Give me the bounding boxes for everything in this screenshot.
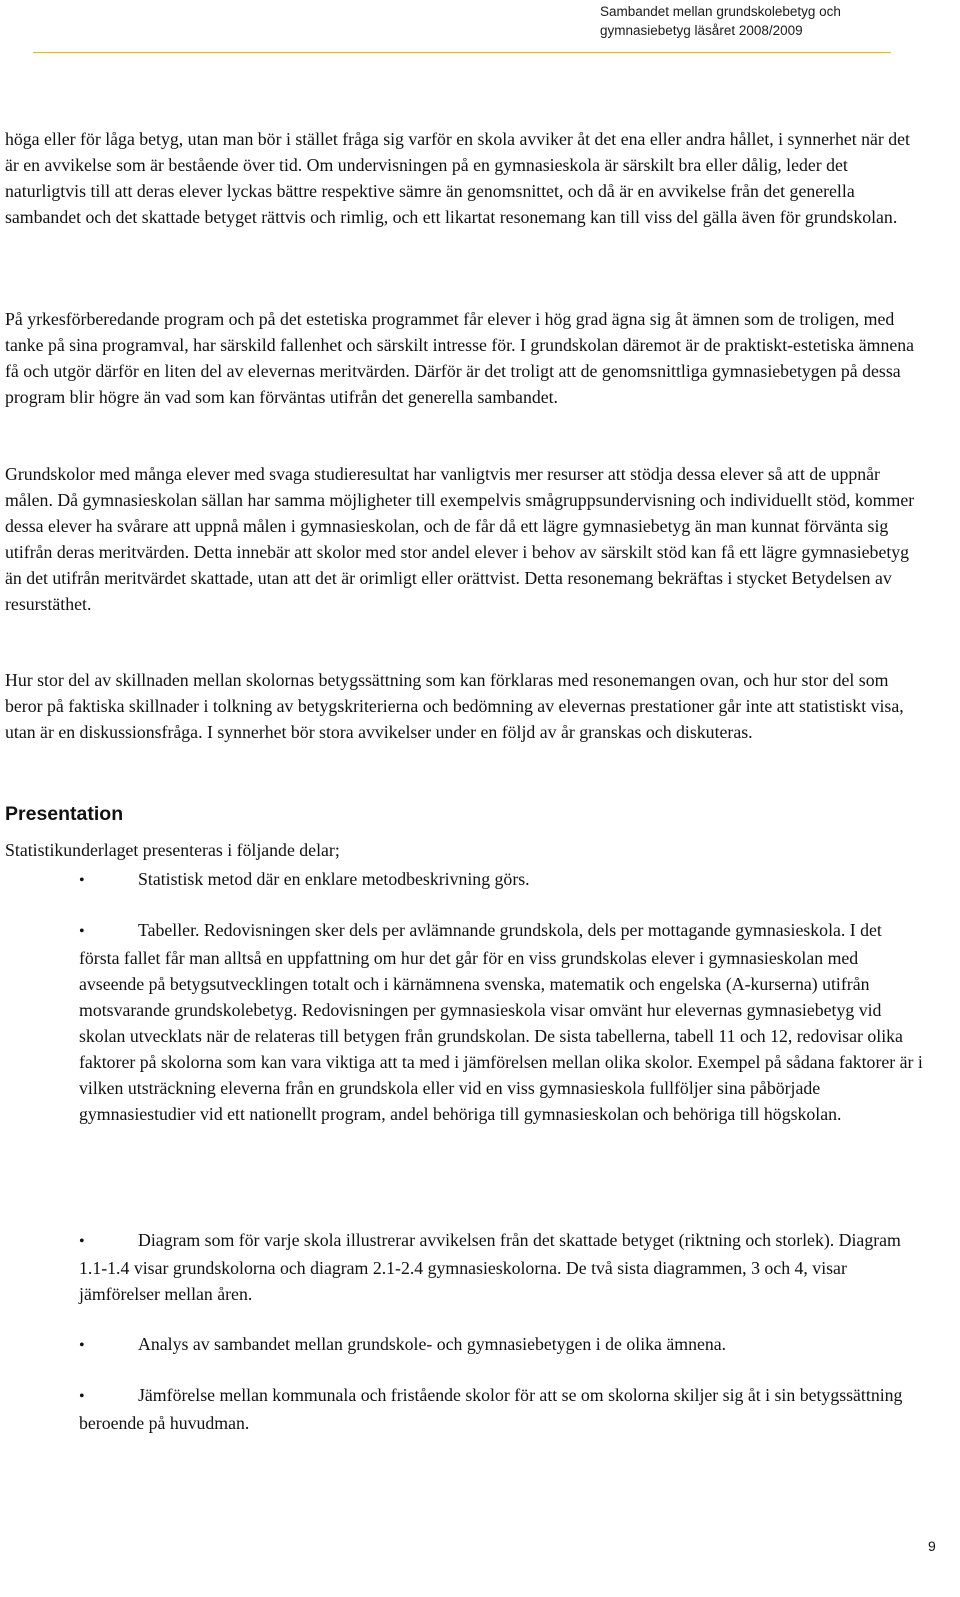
list-item-text: Statistisk metod där en enklare metodbeskrivning görs. bbox=[138, 869, 530, 889]
paragraph-1: höga eller för låga betyg, utan man bör i stället fråga sig varför en skola avviker åt det ena eller andra hållet, i synnerhet när det är en avvikelse som är bestående över tid. Om undervisningen på en gymnasieskola är särskilt bra eller dålig, leder det naturligtvis till att deras elever lyckas bättre respektive sämre än genomsnittet, och då är en avvikelse från det generella sambandet och det skattade betyget rättvis och rimlig, och ett likartat resonemang kan till viss del gälla även för grundskolan. bbox=[5, 129, 910, 227]
bullet-icon: • bbox=[79, 1337, 85, 1354]
header-divider bbox=[33, 52, 891, 53]
bullet-icon: • bbox=[79, 1388, 85, 1405]
list-item bbox=[79, 1382, 924, 1436]
bullet-icon: • bbox=[79, 872, 85, 889]
list-item-text: Diagram som för varje skola illustrerar avvikelsen från det skattade betyget (riktning och storlek). Diagram 1.1-1.4 visar grundskolorna och diagram 2.1-2.4 gymnasieskolorna. De två sista diagrammen, 3 och 4, visar jämförelser mellan åren. bbox=[79, 1230, 901, 1304]
list-item-text: Jämförelse mellan kommunala och fristående skolor för att se om skolorna skiljer sig åt i sin betygssättning beroende på huvudman. bbox=[79, 1385, 903, 1433]
bullet-icon: • bbox=[79, 1233, 85, 1250]
section-heading: Presentation bbox=[5, 803, 124, 825]
list-item-text: Analys av sambandet mellan grundskole- och gymnasiebetygen i de olika ämnena. bbox=[138, 1334, 727, 1354]
paragraph-2: På yrkesförberedande program och på det estetiska programmet får elever i hög grad ägna sig åt ämnen som de troligen, med tanke på sina programval, har särskild fallenhet och särskilt intresse för. I grundskolan däremot är de praktiskt-estetiska ämnena få och utgör därför en liten del av elevernas meritvärden. Därför är det troligt att de genomsnittliga gymnasiebetygen på dessa program blir högre än vad som kan förväntas utifrån det generella sambandet. bbox=[5, 309, 915, 407]
header-line-1: Sambandet mellan grundskolebetyg och bbox=[600, 4, 841, 19]
list-item bbox=[79, 1331, 924, 1359]
list-item bbox=[79, 1227, 924, 1307]
paragraph-3: Grundskolor med många elever med svaga studieresultat har vanligtvis mer resurser att stödja dessa elever så att de uppnår målen. Då gymnasieskolan sällan har samma möjligheter till exempelvis smågruppsundervisning och individuellt stöd, kommer dessa elever ha svårare att uppnå målen i gymnasieskolan, och de får då ett lägre gymnasiebetyg än man kunnat förvänta sig utifrån deras meritvärden. Detta innebär att skolor med stor andel elever i behov av särskilt stöd kan få ett lägre gymnasiebetyg än det utifrån meritvärdet skattade, utan att det är orimligt eller orättvist. Detta resonemang bekräftas i stycket Betydelsen av resurstäthet. bbox=[5, 464, 915, 614]
section-intro: Statistikunderlaget presenteras i följande delar; bbox=[5, 840, 340, 860]
header-line-2: gymnasiebetyg läsåret 2008/2009 bbox=[600, 23, 803, 38]
list-item bbox=[79, 917, 924, 1127]
page-number: 9 bbox=[928, 1538, 936, 1554]
running-header bbox=[600, 2, 900, 40]
list-item bbox=[79, 866, 924, 894]
bullet-icon: • bbox=[79, 923, 85, 940]
list-item-text: Tabeller. Redovisningen sker dels per avlämnande grundskola, dels per mottagande gymnasieskola. I det första fallet får man alltså en uppfattning om hur det går för en viss grundskolas elever i gymnasieskolan med avseende på betygsutvecklingen totalt och i kärnämnena svenska, matematik och engelska (A-kurserna) utifrån motsvarande grundskolebetyg. Redovisningen per gymnasieskola visar omvänt hur elevernas gymnasiebetyg vid skolan utvecklats när de relateras till betygen från grundskolan. De sista tabellerna, tabell 11 och 12, redovisar olika faktorer på skolorna som kan vara viktiga att ta med i jämförelsen mellan olika skolor. Exempel på sådana faktorer är i vilken utsträckning eleverna från en grundskola eller vid en viss gymnasieskola fullföljer sina påbörjade gymnasiestudier vid ett nationellt program, andel behöriga till gymnasieskolan och behöriga till högskolan. bbox=[79, 920, 923, 1124]
paragraph-4: Hur stor del av skillnaden mellan skolornas betygssättning som kan förklaras med resonemangen ovan, och hur stor del som beror på faktiska skillnader i tolkning av betygskriterierna och bedömning av elevernas prestationer går inte att statistiskt visa, utan är en diskussionsfråga. I synnerhet bör stora avvikelser under en följd av år granskas och diskuteras. bbox=[5, 670, 904, 742]
